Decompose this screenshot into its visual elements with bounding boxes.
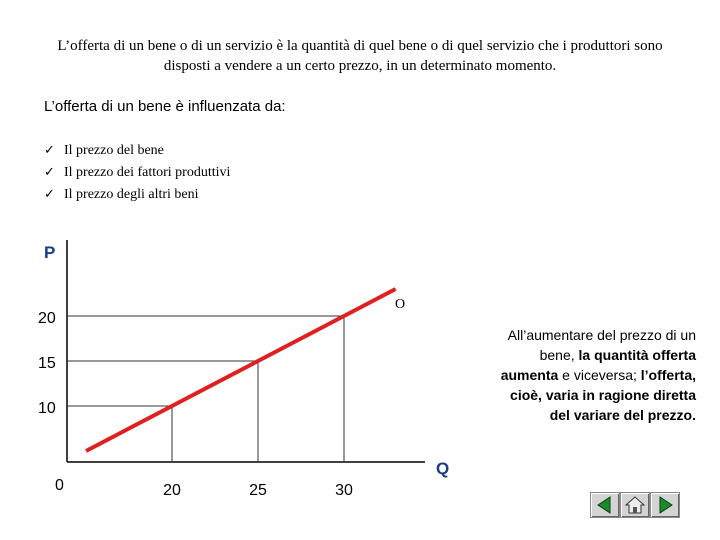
x-tick-label: 25 [249, 482, 267, 499]
y-tick-label: 15 [38, 355, 56, 372]
influence-heading: L’offerta di un bene è influenzata da: [44, 98, 286, 115]
caption-text [496, 325, 696, 425]
checkmark-icon: ✓ [44, 142, 55, 157]
arrow-left-icon [591, 493, 619, 517]
x-tick-label: 30 [335, 482, 353, 499]
supply-curve [86, 289, 396, 451]
home-icon [621, 493, 649, 517]
y-tick-label: 20 [38, 310, 56, 327]
caption-part: e viceversa; [558, 367, 641, 383]
caption-emphasis: la quantità offerta aumenta [500, 347, 696, 383]
home-button[interactable] [620, 492, 650, 518]
y-axis-title: P [44, 243, 56, 262]
y-tick-label: 10 [38, 400, 56, 417]
x-tick-label: 20 [163, 482, 181, 499]
definition-text: L’offerta di un bene o di un servizio è la quantità di quel bene o di quel servizio che i produttori sono disposti a vendere a un certo prezzo, in un determinato momento. [57, 38, 663, 74]
curve-label: O [395, 297, 406, 312]
checkmark-icon: ✓ [44, 164, 55, 179]
caption-emphasis: l’offerta, cioè, varia in ragione diretta del variare del prezzo. [510, 367, 696, 423]
factor-label: Il prezzo degli altri beni [64, 187, 199, 202]
caption-part: All’aumentare del prezzo di un bene, [507, 327, 696, 363]
arrow-right-icon [651, 493, 679, 517]
checkmark-icon: ✓ [44, 186, 55, 201]
factor-label: Il prezzo del bene [64, 143, 164, 158]
factor-label: Il prezzo dei fattori produttivi [64, 165, 231, 180]
origin-label: 0 [55, 477, 64, 494]
x-axis-title: Q [436, 459, 450, 478]
forward-button[interactable] [650, 492, 680, 518]
back-button[interactable] [590, 492, 620, 518]
